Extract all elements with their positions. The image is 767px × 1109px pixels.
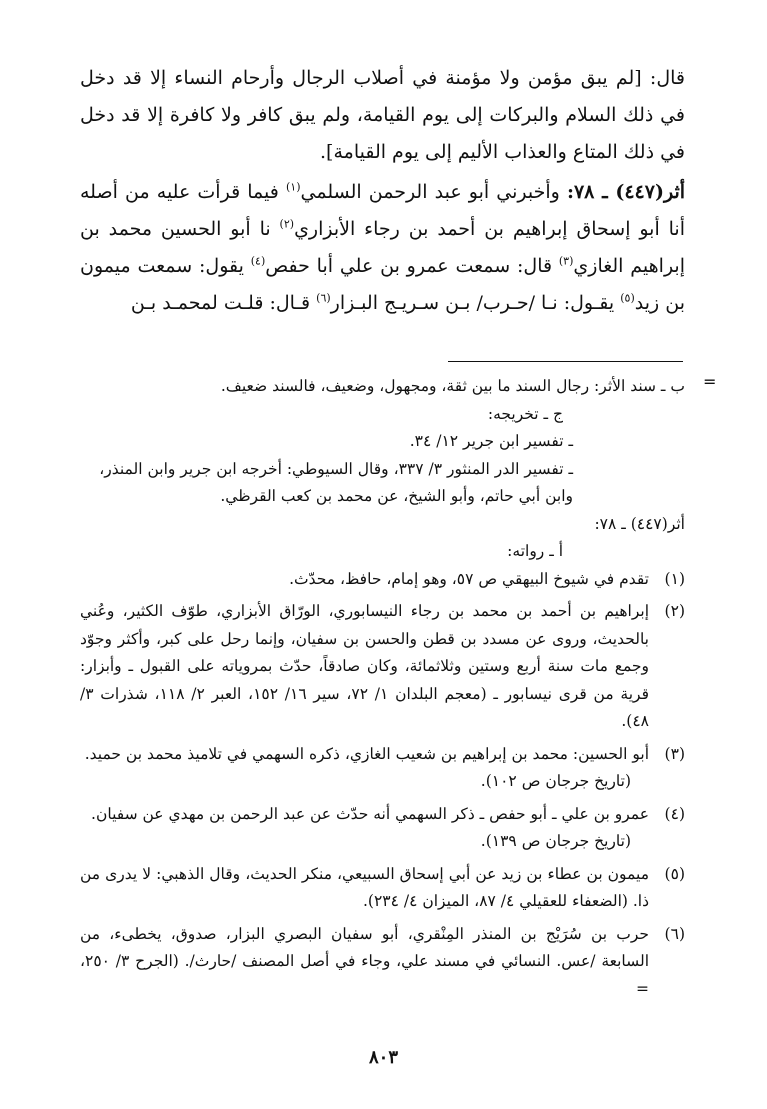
footnote-separator xyxy=(448,361,683,362)
footnote-number: (٦) xyxy=(664,924,685,943)
footnote-text: ميمون بن عطاء بن زيد عن أبي إسحاق السبيعي، منكر الحديث، وقال الذهبي: لا يدرى من ذا. (الضعفاء للعقيلي ٤/ ٨٧، الميزان ٤/ ٢٣٤). xyxy=(80,864,649,910)
footnote-ref-3[interactable]: (٣) xyxy=(558,254,574,268)
paragraph-quote: قال: [لم يبق مؤمن ولا مؤمنة في أصلاب الرجال وأرحام النساء إلا قد دخل في ذلك السلام والبركات إلى يوم القيامة، ولم يبق كافر ولا كافرة إلا قد دخل في ذلك المتاع والعذاب الأليم إلى يوم القيامة]. xyxy=(80,67,685,163)
athar-text-3: نا أبو الحسين محمد بن إبراهيم الغازي xyxy=(80,218,685,277)
narrators-heading: أ ـ رواته: xyxy=(507,542,563,560)
footnote-item xyxy=(80,801,685,856)
main-text xyxy=(80,60,685,322)
page-number: ٨٠٣ xyxy=(368,1047,398,1068)
footnote-text: حرب بن سُرَيْج بن المنذر المِنْقري، أبو سفيان البصري البزار، صدوق، يخطىء، من السابعة /عس. النسائي في مسند علي، وجاء في أصل المصنف /حارث/. (الجرح ٣/ ٢٥٠، = xyxy=(80,924,650,998)
footnote-item xyxy=(80,921,685,1004)
footnote-ref-5[interactable]: (٥) xyxy=(620,291,635,305)
paragraph-athar xyxy=(80,174,685,322)
footnote-ref-6[interactable]: (٦) xyxy=(316,291,331,305)
footnote-ref-2[interactable]: (٢) xyxy=(279,217,295,231)
footnote-number: (٤) xyxy=(664,804,685,823)
athar-text-7: قـال: قلـت لمحمـد بـن xyxy=(130,292,311,314)
athar-text-4: قال: سمعت عمرو بن علي أبا حفص xyxy=(265,255,553,277)
footnote-source: (تاريخ جرجان ص ١٣٩). xyxy=(480,832,631,850)
footnote-number: (٢) xyxy=(664,602,685,620)
athar-label: أثر(٤٤٧) ـ ٧٨: xyxy=(566,181,686,203)
sanad-line: ب ـ سند الأثر: رجال السند ما بين ثقة، ومجهول، وضعيف، فالسند ضعيف. xyxy=(220,377,685,395)
footnote-ref-1[interactable]: (١) xyxy=(286,180,301,194)
athar-text-5: يقول: سمعت ميمون بن زيد xyxy=(80,255,685,314)
footnote-item xyxy=(80,598,685,736)
footnotes xyxy=(80,373,685,1003)
takhrij-heading: ج ـ تخريجه: xyxy=(487,404,563,423)
athar-text-1: وأخبرني أبو عبد الرحمن السلمي xyxy=(300,181,560,203)
athar-text-2: فيما قرأت عليه من أصله أنا أبو إسحاق إبراهيم بن أحمد بن رجاء الأبزاري xyxy=(80,181,685,240)
takhrij-ref-1: ـ تفسير ابن جرير ١٢/ ٣٤. xyxy=(409,432,573,450)
athar-text-6: يقـول: نـا /حـرب/ بـن سـريـج البـزار xyxy=(330,292,615,314)
takhrij-ref-2: ـ تفسير الدر المنثور ٣/ ٣٣٧، وقال السيوطي: أخرجه ابن جرير وابن المنذر، وابن أبي حاتم، وأبو الشيخ، عن محمد بن كعب القرظي. xyxy=(99,459,573,505)
continuation-mark: = xyxy=(703,372,717,391)
footnote-number: (٥) xyxy=(664,864,685,883)
footnote-item xyxy=(80,741,685,796)
footnote-ref-4[interactable]: (٤) xyxy=(250,254,266,268)
footnote-text: عمرو بن علي ـ أبو حفص ـ ذكر السهمي أنه حدّث عن عبد الرحمن بن مهدي عن سفيان. xyxy=(91,804,649,823)
athar-note-heading: أثر(٤٤٧) ـ ٧٨: xyxy=(594,514,685,533)
footnote-number: (١) xyxy=(664,569,685,588)
footnote-item xyxy=(80,566,685,594)
footnote-text: تقدم في شيوخ البيهقي ص ٥٧، وهو إمام، حافظ، محدّث. xyxy=(289,569,649,588)
footnote-number: (٣) xyxy=(664,744,685,763)
footnote-item xyxy=(80,861,685,916)
footnote-text: أبو الحسين: محمد بن إبراهيم بن شعيب الغازي، ذكره السهمي في تلاميذ محمد بن حميد. xyxy=(84,744,649,763)
footnote-source: (تاريخ جرجان ص ١٠٢). xyxy=(480,772,631,790)
footnote-text: إبراهيم بن أحمد بن محمد بن رجاء النيسابوري، الورّاق الأبزاري، طوّف الكثير، وعُني بالحديث، وروى عن مسدد بن قطن والحسن بن سفيان، وإنما رحل على كبر، وأكثر وجوّد وجمع مات سنة أربع وستين وثلاثمائة، وكان صادقاً، حدّث بمروياته على القبول ـ وأبزار: قرية من قرى نيسابور ـ (معجم البلدان ١/ ٧٢، سير ١٦/ ١٥٢، العبر ٢/ ١١٨، شذرات ٣/ ٤٨). xyxy=(80,602,649,730)
